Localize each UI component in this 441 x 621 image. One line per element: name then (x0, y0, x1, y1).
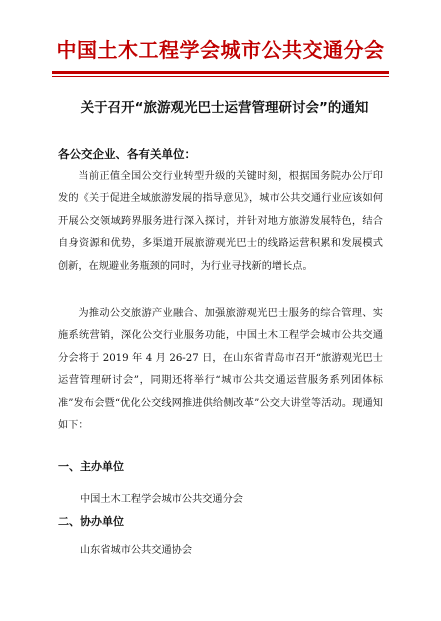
body-paragraph-1: 当前正值全国公交行业转型升级的关键时刻，根据国务院办公厅印发的《关于促进全域旅游发展的指导意见》，城市公共交通行业应该如何开展公交领域跨界服务进行深入探讨，并针对地方旅游发展特色，结合自身资源和优势，多渠道开展旅游观光巴士的线路运营积累和发展模式创新，在规避业务瓶颈的同时，为行业寻找新的增长点。 (58, 171, 383, 272)
org-title: 中国土木工程学会城市公共交通分会 (56, 38, 385, 62)
notice-title: 关于召开“旅游观光巴士运营管理研讨会”的通知 (80, 100, 369, 116)
section-text-co-organizer: 山东省城市公共交通协会 (80, 545, 193, 556)
body-paragraph-2: 为推动公交旅游产业融合、加强旅游观光巴士服务的综合管理、实施系统营销，深化公交行业服务功能，中国土木工程学会城市公共交通分会将于 2019 年 4 月 26-27 日，在山东省青岛市召开“旅游观光巴士运营管理研讨会”，同期还将举行“城市公共交通运营服务系列团体标准”发布会暨“优化公交线网推进供给侧改革”公交大讲堂等活动。现通知如下： (58, 308, 383, 432)
header-rule-thick (52, 71, 389, 74)
salutation: 各公交企业、各有关单位： (58, 147, 196, 161)
header-rule-thin (52, 76, 389, 77)
section-heading-organizer: 一、主办单位 (58, 460, 124, 473)
section-text-organizer: 中国土木工程学会城市公共交通分会 (80, 494, 243, 505)
section-heading-co-organizer: 二、协办单位 (58, 515, 124, 528)
